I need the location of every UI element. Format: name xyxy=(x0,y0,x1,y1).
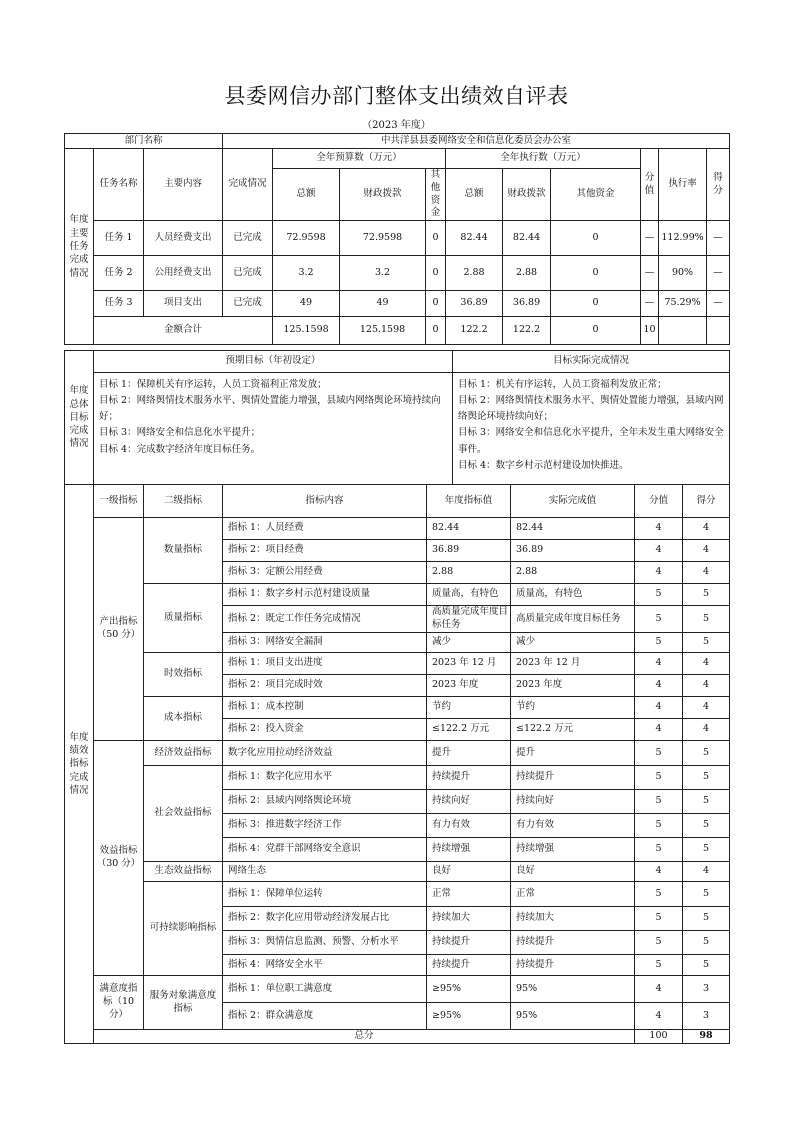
task-completion-table xyxy=(64,133,730,345)
actual-goal-item: 目标 4：数字乡村示范村建设加快推进。 xyxy=(458,459,629,471)
indicator-actual: 质量高，有特色 xyxy=(511,584,635,606)
task-status: 已完成 xyxy=(223,256,273,291)
level2-economic: 经济效益指标 xyxy=(144,741,223,766)
budget-fiscal: 72.9598 xyxy=(340,221,426,256)
header-expected-goals: 预期目标（年初设定） xyxy=(94,351,453,373)
task-name: 任务 1 xyxy=(94,221,144,256)
level2-quality: 质量指标 xyxy=(144,584,223,653)
indicator-target: 82.44 xyxy=(427,518,511,540)
expected-goals xyxy=(94,373,453,485)
task-name: 任务 3 xyxy=(94,291,144,317)
actual-goal-item: 目标 3：网络安全和信息化水平提升，全年未发生重大网络安全事件。 xyxy=(458,427,724,455)
indicator-value: 5 xyxy=(635,584,683,606)
expected-goal-item: 目标 2：网络舆情技术服务水平、舆情处置能力增强，县域内网络舆论环境持续向好； xyxy=(99,395,441,423)
actual-goal-item: 目标 1：机关有序运转，人员工资福利发放正常； xyxy=(458,379,667,390)
table-row xyxy=(65,766,730,790)
indicator-target: 提升 xyxy=(427,741,511,766)
sum-row xyxy=(65,317,730,345)
sum-label: 金额合计 xyxy=(94,317,273,345)
header-status: 完成情况 xyxy=(223,149,273,221)
score: — xyxy=(707,221,730,256)
exec-fiscal: 2.88 xyxy=(503,256,551,291)
total-row xyxy=(65,1030,730,1044)
level2-service: 服务对象满意度指标 xyxy=(144,976,223,1030)
indicator-target: 正常 xyxy=(427,882,511,907)
indicator-score: 3 xyxy=(683,976,730,1003)
budget-total: 3.2 xyxy=(273,256,340,291)
level2-ecology: 生态效益指标 xyxy=(144,862,223,882)
indicator-actual: ≤122.2 万元 xyxy=(511,719,635,741)
table-row xyxy=(65,584,730,606)
level1-benefit: 效益指标（30 分） xyxy=(94,741,144,976)
dept-label: 部门名称 xyxy=(65,134,223,149)
total-score: 98 xyxy=(683,1030,730,1044)
exec-other: 0 xyxy=(551,291,641,317)
exec-other: 0 xyxy=(551,221,641,256)
report-year: （2023 年度） xyxy=(362,120,431,131)
expected-goal-item: 目标 3：网络安全和信息化水平提升； xyxy=(99,427,261,439)
level2-social: 社会效益指标 xyxy=(144,766,223,862)
indicator-actual: 持续提升 xyxy=(511,931,635,955)
indicator-value: 5 xyxy=(635,633,683,653)
exec-fiscal: 82.44 xyxy=(503,221,551,256)
budget-total: 72.9598 xyxy=(273,221,340,256)
sum-exec-other: 0 xyxy=(551,317,641,345)
indicator-value: 5 xyxy=(635,955,683,976)
task-content: 公用经费支出 xyxy=(144,256,223,291)
actual-goals xyxy=(453,373,730,485)
page-title: 县委网信办部门整体支出绩效自评表 xyxy=(224,84,569,108)
indicator-value: 5 xyxy=(635,606,683,633)
sum-budget-total: 125.1598 xyxy=(273,317,340,345)
indicator-content: 指标 3：推进数字经济工作 xyxy=(223,814,427,838)
indicator-content: 指标 3：舆情信息监测、预警、分析水平 xyxy=(223,931,427,955)
indicator-value: 5 xyxy=(635,838,683,862)
indicator-score: 4 xyxy=(683,697,730,719)
section-label-tasks: 年度主要任务完成情况 xyxy=(65,149,94,345)
budget-other: 0 xyxy=(426,256,446,291)
indicator-content: 指标 2：群众满意度 xyxy=(223,1003,427,1030)
table-row xyxy=(65,862,730,882)
indicator-value: 4 xyxy=(635,675,683,697)
exec-total: 36.89 xyxy=(446,291,503,317)
indicator-score: 5 xyxy=(683,955,730,976)
indicator-content: 指标 1：成本控制 xyxy=(223,697,427,719)
total-label: 总分 xyxy=(94,1030,635,1044)
budget-other: 0 xyxy=(426,291,446,317)
indicator-content: 指标 1：数字乡村示范村建设质量 xyxy=(223,584,427,606)
table-row xyxy=(65,256,730,291)
indicator-score: 5 xyxy=(683,882,730,907)
score-value: — xyxy=(641,256,659,291)
header-target: 年度指标值 xyxy=(427,485,511,518)
indicator-target: 持续向好 xyxy=(427,790,511,814)
indicator-score: 5 xyxy=(683,907,730,931)
indicator-content: 指标 1：数字化应用水平 xyxy=(223,766,427,790)
indicator-target: 持续提升 xyxy=(427,766,511,790)
indicator-target: 持续提升 xyxy=(427,931,511,955)
actual-goal-item: 目标 2：网络舆情技术服务水平、舆情处置能力增强，县域内网络舆论环境持续向好； xyxy=(458,395,724,423)
indicator-value: 5 xyxy=(635,882,683,907)
indicator-score: 4 xyxy=(683,719,730,741)
table-row xyxy=(65,741,730,766)
indicator-score: 3 xyxy=(683,1003,730,1030)
level2-sustain: 可持续影响指标 xyxy=(144,882,223,976)
header-budget-fiscal: 财政拨款 xyxy=(340,169,426,221)
indicator-actual: 高质量完成年度目标任务 xyxy=(511,606,635,633)
exec-rate: 112.99% xyxy=(659,221,707,256)
indicator-score: 5 xyxy=(683,814,730,838)
indicator-actual: 2023 年 12 月 xyxy=(511,653,635,675)
score: — xyxy=(707,291,730,317)
indicator-score: 4 xyxy=(683,653,730,675)
expected-goal-item: 目标 4：完成数字经济年度目标任务。 xyxy=(99,443,261,455)
sum-score-value: 10 xyxy=(641,317,659,345)
indicator-value: 4 xyxy=(635,653,683,675)
indicator-actual: 有力有效 xyxy=(511,814,635,838)
indicator-actual: 节约 xyxy=(511,697,635,719)
indicator-value: 4 xyxy=(635,562,683,584)
indicator-actual: 持续加大 xyxy=(511,907,635,931)
indicator-actual: 95% xyxy=(511,976,635,1003)
indicator-target: 2.88 xyxy=(427,562,511,584)
sum-exec-fiscal: 122.2 xyxy=(503,317,551,345)
indicator-content: 指标 2：既定工作任务完成情况 xyxy=(223,606,427,633)
dept-name: 中共洋县县委网络安全和信息化委员会办公室 xyxy=(223,134,730,149)
sum-exec-total: 122.2 xyxy=(446,317,503,345)
indicator-target: 2023 年度 xyxy=(427,675,511,697)
indicator-target: ≥95% xyxy=(427,976,511,1003)
indicator-value: 5 xyxy=(635,790,683,814)
exec-rate: 75.29% xyxy=(659,291,707,317)
header-actual: 实际完成值 xyxy=(511,485,635,518)
indicator-value: 4 xyxy=(635,976,683,1003)
indicator-score: 5 xyxy=(683,633,730,653)
indicator-value: 5 xyxy=(635,931,683,955)
indicator-target: 有力有效 xyxy=(427,814,511,838)
indicator-target: 持续增强 xyxy=(427,838,511,862)
indicator-content: 指标 2：投入资金 xyxy=(223,719,427,741)
budget-other: 0 xyxy=(426,221,446,256)
score-value: — xyxy=(641,221,659,256)
total-value: 100 xyxy=(635,1030,683,1044)
indicator-target: 持续加大 xyxy=(427,907,511,931)
indicator-actual: 持续增强 xyxy=(511,838,635,862)
header-rate: 执行率 xyxy=(659,149,707,221)
indicator-score: 4 xyxy=(683,862,730,882)
indicator-actual: 减少 xyxy=(511,633,635,653)
header-indicator-content: 指标内容 xyxy=(223,485,427,518)
indicator-content: 数字化应用拉动经济效益 xyxy=(223,741,427,766)
indicator-actual: 36.89 xyxy=(511,540,635,562)
indicators-table xyxy=(64,484,730,1044)
table-row xyxy=(65,518,730,540)
indicator-target: 质量高，有特色 xyxy=(427,584,511,606)
indicator-content: 指标 2：数字化应用带动经济发展占比 xyxy=(223,907,427,931)
header-level2: 二级指标 xyxy=(144,485,223,518)
budget-fiscal: 3.2 xyxy=(340,256,426,291)
level1-satisfaction: 满意度指标（10 分） xyxy=(94,976,144,1030)
indicator-value: 4 xyxy=(635,540,683,562)
indicator-content: 指标 4：党群干部网络安全意识 xyxy=(223,838,427,862)
table-row xyxy=(65,291,730,317)
exec-total: 82.44 xyxy=(446,221,503,256)
indicator-score: 4 xyxy=(683,562,730,584)
indicator-actual: 提升 xyxy=(511,741,635,766)
header-level1: 一级指标 xyxy=(94,485,144,518)
header-score: 得分 xyxy=(707,149,730,221)
indicator-content: 网络生态 xyxy=(223,862,427,882)
indicator-score: 5 xyxy=(683,741,730,766)
indicator-target: 2023 年 12 月 xyxy=(427,653,511,675)
indicator-content: 指标 4：网络安全水平 xyxy=(223,955,427,976)
budget-total: 49 xyxy=(273,291,340,317)
task-content: 人员经费支出 xyxy=(144,221,223,256)
exec-total: 2.88 xyxy=(446,256,503,291)
table-row xyxy=(65,882,730,907)
indicator-score: 4 xyxy=(683,675,730,697)
indicator-actual: 82.44 xyxy=(511,518,635,540)
indicator-actual: 2023 年度 xyxy=(511,675,635,697)
indicator-value: 4 xyxy=(635,1003,683,1030)
indicator-value: 4 xyxy=(635,862,683,882)
table-row xyxy=(65,221,730,256)
header-budget-other: 其他资金 xyxy=(426,169,446,221)
indicator-score: 5 xyxy=(683,838,730,862)
indicator-value: 5 xyxy=(635,741,683,766)
indicator-score: 4 xyxy=(683,540,730,562)
score-value: — xyxy=(641,291,659,317)
indicator-actual: 2.88 xyxy=(511,562,635,584)
section-label-indicators: 年度绩效指标完成情况 xyxy=(65,485,94,1044)
indicator-content: 指标 3：定额公用经费 xyxy=(223,562,427,584)
header-exec-fiscal: 财政拨款 xyxy=(503,169,551,221)
indicator-content: 指标 2：项目经费 xyxy=(223,540,427,562)
header-budget-total: 总额 xyxy=(273,169,340,221)
level2-quantity: 数量指标 xyxy=(144,518,223,584)
indicator-score: 5 xyxy=(683,584,730,606)
exec-rate: 90% xyxy=(659,256,707,291)
indicator-score: 5 xyxy=(683,790,730,814)
indicator-actual: 持续向好 xyxy=(511,790,635,814)
level2-cost: 成本指标 xyxy=(144,697,223,741)
indicator-target: 高质量完成年度目标任务 xyxy=(427,606,511,633)
indicator-target: 36.89 xyxy=(427,540,511,562)
indicator-value: 4 xyxy=(635,719,683,741)
table-row xyxy=(65,697,730,719)
section-label-goals: 年度总体目标完成情况 xyxy=(65,351,94,485)
level1-output: 产出指标（50 分） xyxy=(94,518,144,741)
indicator-content: 指标 2：县域内网络舆论环境 xyxy=(223,790,427,814)
indicator-target: ≤122.2 万元 xyxy=(427,719,511,741)
indicator-score: 5 xyxy=(683,931,730,955)
indicator-actual: 持续提升 xyxy=(511,766,635,790)
expected-goal-item: 目标 1：保障机关有序运转，人员工资福利正常发放； xyxy=(99,379,327,390)
header-budget: 全年预算数（万元） xyxy=(273,149,446,169)
task-content: 项目支出 xyxy=(144,291,223,317)
header-execution: 全年执行数（万元） xyxy=(446,149,641,169)
header-score: 得分 xyxy=(683,485,730,518)
header-actual-goals: 目标实际完成情况 xyxy=(453,351,730,373)
table-row xyxy=(65,976,730,1003)
indicator-content: 指标 3：网络安全漏洞 xyxy=(223,633,427,653)
indicator-target: 减少 xyxy=(427,633,511,653)
indicator-value: 4 xyxy=(635,697,683,719)
indicator-actual: 持续提升 xyxy=(511,955,635,976)
exec-other: 0 xyxy=(551,256,641,291)
header-exec-other: 其他资金 xyxy=(551,169,641,221)
indicator-value: 5 xyxy=(635,814,683,838)
indicator-content: 指标 1：单位职工满意度 xyxy=(223,976,427,1003)
sum-budget-fiscal: 125.1598 xyxy=(340,317,426,345)
indicator-actual: 95% xyxy=(511,1003,635,1030)
header-score-value: 分值 xyxy=(635,485,683,518)
budget-fiscal: 49 xyxy=(340,291,426,317)
indicator-actual: 正常 xyxy=(511,882,635,907)
overall-goals-table xyxy=(64,350,730,485)
indicator-value: 5 xyxy=(635,766,683,790)
task-status: 已完成 xyxy=(223,291,273,317)
indicator-score: 4 xyxy=(683,518,730,540)
indicator-content: 指标 1：人员经费 xyxy=(223,518,427,540)
header-score-value: 分值 xyxy=(641,149,659,221)
indicator-content: 指标 1：项目支出进度 xyxy=(223,653,427,675)
score: — xyxy=(707,256,730,291)
indicator-content: 指标 2：项目完成时效 xyxy=(223,675,427,697)
indicator-content: 指标 1：保障单位运转 xyxy=(223,882,427,907)
task-name: 任务 2 xyxy=(94,256,144,291)
header-task-content: 主要内容 xyxy=(144,149,223,221)
task-status: 已完成 xyxy=(223,221,273,256)
header-task-name: 任务名称 xyxy=(94,149,144,221)
exec-fiscal: 36.89 xyxy=(503,291,551,317)
indicator-value: 5 xyxy=(635,907,683,931)
indicator-target: 持续提升 xyxy=(427,955,511,976)
level2-time: 时效指标 xyxy=(144,653,223,697)
indicator-value: 4 xyxy=(635,518,683,540)
indicator-target: 节约 xyxy=(427,697,511,719)
table-row xyxy=(65,653,730,675)
indicator-target: ≥95% xyxy=(427,1003,511,1030)
header-exec-total: 总额 xyxy=(446,169,503,221)
indicator-target: 良好 xyxy=(427,862,511,882)
indicator-actual: 良好 xyxy=(511,862,635,882)
indicator-score: 5 xyxy=(683,606,730,633)
indicator-score: 5 xyxy=(683,766,730,790)
sum-budget-other: 0 xyxy=(426,317,446,345)
